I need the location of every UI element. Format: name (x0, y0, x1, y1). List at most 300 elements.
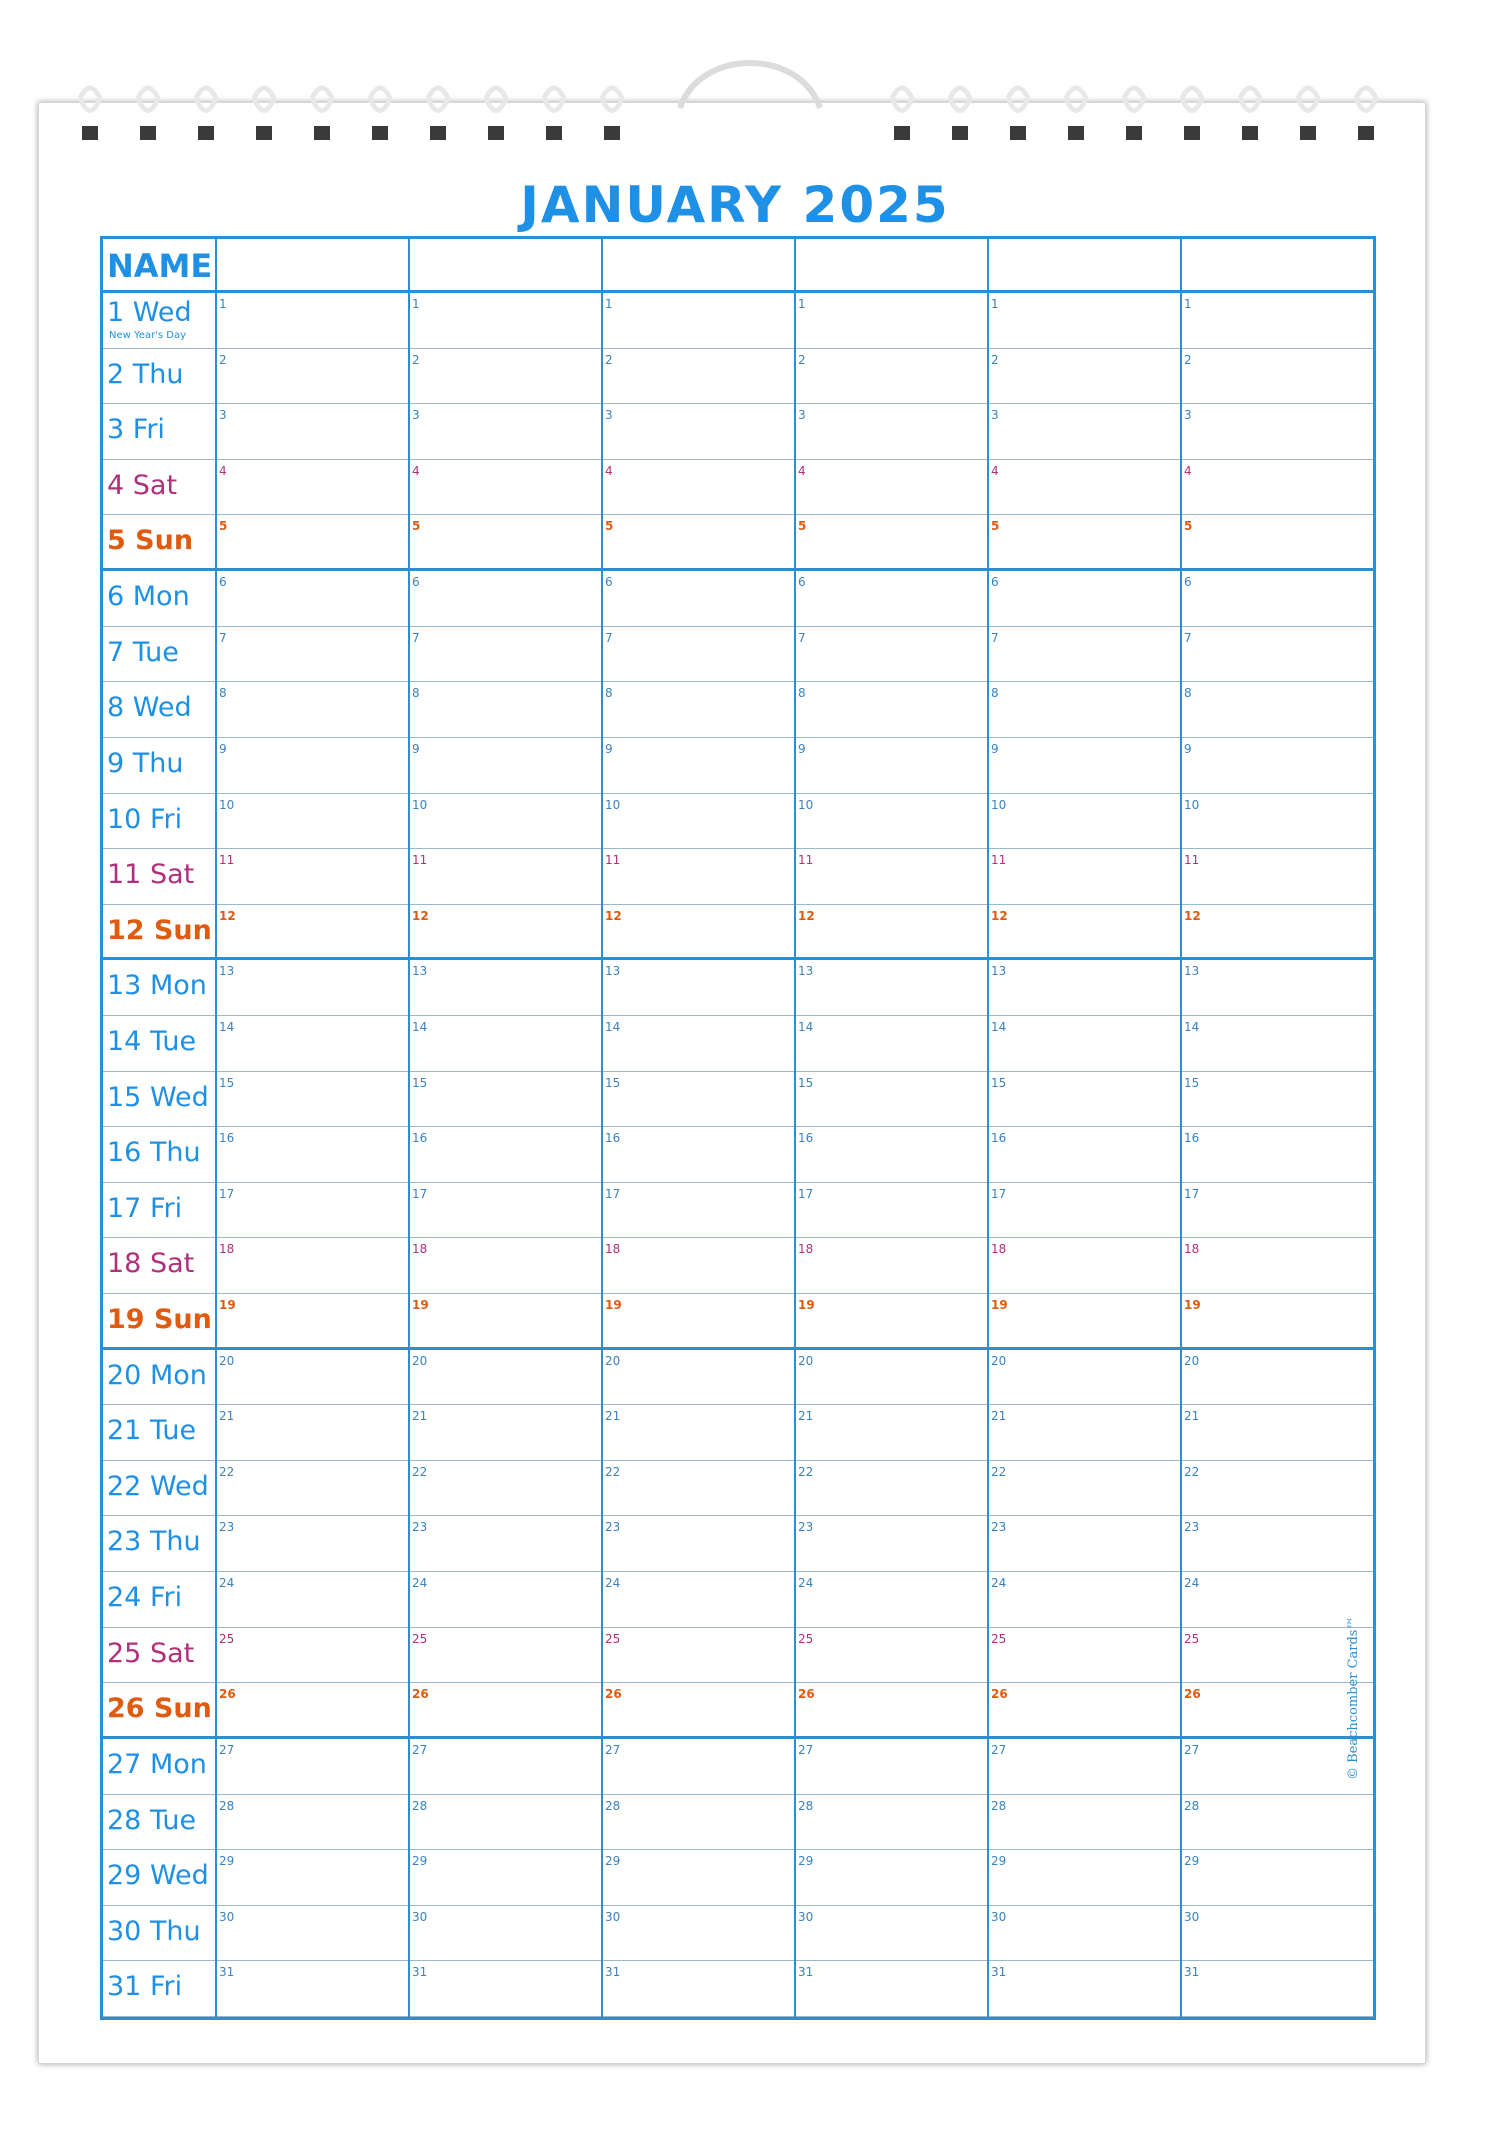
day-label: 28 Tue (107, 1804, 197, 1836)
entry-cell[interactable] (1180, 404, 1373, 459)
entry-cell[interactable] (794, 1683, 987, 1736)
binding-hole (488, 126, 504, 140)
entry-cell[interactable] (601, 1683, 794, 1736)
entry-cell[interactable] (215, 1795, 408, 1850)
person-name-field[interactable] (1180, 239, 1373, 290)
entry-cell[interactable] (1180, 293, 1373, 348)
entry-cell[interactable] (408, 1850, 601, 1905)
entry-cell[interactable] (408, 960, 601, 1015)
entry-cell[interactable] (408, 905, 601, 958)
entry-cell[interactable] (408, 1628, 601, 1683)
entry-cell[interactable] (987, 1016, 1180, 1071)
cell-date-number: 14 (412, 1019, 428, 1034)
entry-cell[interactable] (794, 1072, 987, 1127)
entry-cell[interactable] (215, 1405, 408, 1460)
entry-cell[interactable] (215, 1572, 408, 1627)
cell-date-number: 20 (1184, 1353, 1200, 1368)
binding-ring (892, 88, 912, 111)
cell-date-number: 22 (1184, 1464, 1200, 1479)
entry-cell[interactable] (408, 1405, 601, 1460)
entry-cell[interactable] (794, 1850, 987, 1905)
entry-cell[interactable] (1180, 1850, 1373, 1905)
entry-cell[interactable] (601, 1461, 794, 1516)
entry-cell[interactable] (601, 682, 794, 737)
day-row (103, 1906, 1373, 1962)
entry-cell[interactable] (1180, 1516, 1373, 1571)
entry-cell[interactable] (215, 905, 408, 958)
entry-cell[interactable] (987, 1127, 1180, 1182)
binding-hole (256, 126, 272, 140)
binding-hole (604, 126, 620, 140)
entry-cell[interactable] (794, 293, 987, 348)
cell-date-number: 27 (991, 1742, 1007, 1757)
entry-cell[interactable] (215, 682, 408, 737)
entry-cell[interactable] (601, 1961, 794, 2016)
entry-cell[interactable] (601, 849, 794, 904)
entry-cell[interactable] (1180, 515, 1373, 568)
cell-date-number: 4 (219, 463, 227, 478)
entry-cell[interactable] (794, 515, 987, 568)
cell-date-number: 26 (412, 1687, 429, 1702)
entry-cell[interactable] (408, 1739, 601, 1794)
entry-cell[interactable] (1180, 349, 1373, 404)
entry-cell[interactable] (794, 1961, 987, 2016)
cell-date-number: 8 (1184, 686, 1192, 701)
day-row (103, 1294, 1373, 1350)
entry-cell[interactable] (794, 905, 987, 958)
entry-cell[interactable] (215, 960, 408, 1015)
entry-cell[interactable] (1180, 1016, 1373, 1071)
entry-cell[interactable] (794, 1350, 987, 1405)
entry-cell[interactable] (794, 1461, 987, 1516)
entry-cell[interactable] (408, 1572, 601, 1627)
entry-cell[interactable] (215, 627, 408, 682)
entry-cell[interactable] (1180, 794, 1373, 849)
cell-date-number: 19 (1184, 1298, 1201, 1313)
entry-cell[interactable] (601, 1294, 794, 1347)
entry-cell[interactable] (794, 738, 987, 793)
cell-date-number: 5 (605, 519, 614, 534)
entry-cell[interactable] (601, 349, 794, 404)
cell-date-number: 21 (605, 1409, 621, 1424)
cell-date-number: 27 (412, 1742, 428, 1757)
entry-cell[interactable] (794, 1127, 987, 1182)
entry-cell[interactable] (601, 515, 794, 568)
cell-date-number: 23 (798, 1520, 814, 1535)
entry-cell[interactable] (794, 1906, 987, 1961)
entry-cell[interactable] (601, 1016, 794, 1071)
entry-cell[interactable] (794, 349, 987, 404)
binding-hole (1126, 126, 1142, 140)
entry-cell[interactable] (215, 1294, 408, 1347)
binding-ring (1356, 88, 1376, 111)
entry-cell[interactable] (1180, 1572, 1373, 1627)
entry-cell[interactable] (1180, 960, 1373, 1015)
cell-date-number: 27 (605, 1742, 621, 1757)
entry-cell[interactable] (794, 960, 987, 1015)
entry-cell[interactable] (215, 515, 408, 568)
entry-cell[interactable] (1180, 627, 1373, 682)
entry-cell[interactable] (987, 1238, 1180, 1293)
cell-date-number: 8 (798, 686, 806, 701)
entry-cell[interactable] (601, 1906, 794, 1961)
cell-date-number: 1 (605, 297, 613, 311)
entry-cell[interactable] (215, 1350, 408, 1405)
entry-cell[interactable] (987, 349, 1180, 404)
cell-date-number: 7 (798, 630, 806, 645)
entry-cell[interactable] (215, 571, 408, 626)
person-name-field[interactable] (601, 239, 794, 290)
cell-date-number: 10 (991, 797, 1007, 812)
day-label: 2 Thu (107, 358, 184, 390)
cell-date-number: 25 (412, 1631, 428, 1646)
entry-cell[interactable] (1180, 1683, 1373, 1736)
entry-cell[interactable] (408, 1294, 601, 1347)
entry-cell[interactable] (601, 1183, 794, 1238)
entry-cell[interactable] (987, 404, 1180, 459)
entry-cell[interactable] (794, 1238, 987, 1293)
entry-cell[interactable] (1180, 1739, 1373, 1794)
entry-cell[interactable] (794, 682, 987, 737)
entry-cell[interactable] (408, 1961, 601, 2016)
entry-cell[interactable] (987, 1350, 1180, 1405)
cell-date-number: 1 (798, 297, 806, 311)
entry-cell[interactable] (601, 460, 794, 515)
cell-date-number: 4 (605, 463, 613, 478)
cell-date-number: 17 (798, 1186, 814, 1201)
entry-cell[interactable] (987, 738, 1180, 793)
entry-cell[interactable] (794, 794, 987, 849)
entry-cell[interactable] (408, 682, 601, 737)
entry-cell[interactable] (601, 794, 794, 849)
entry-cell[interactable] (987, 460, 1180, 515)
entry-cell[interactable] (408, 1072, 601, 1127)
entry-cell[interactable] (987, 1683, 1180, 1736)
entry-cell[interactable] (1180, 1461, 1373, 1516)
entry-cell[interactable] (601, 571, 794, 626)
entry-cell[interactable] (601, 1516, 794, 1571)
cell-date-number: 22 (605, 1464, 621, 1479)
entry-cell[interactable] (1180, 1294, 1373, 1347)
entry-cell[interactable] (408, 1350, 601, 1405)
person-name-field[interactable] (987, 239, 1180, 290)
entry-cell[interactable] (987, 627, 1180, 682)
entry-cell[interactable] (987, 1516, 1180, 1571)
entry-cell[interactable] (601, 1795, 794, 1850)
cell-date-number: 4 (412, 463, 420, 478)
entry-cell[interactable] (408, 1516, 601, 1571)
entry-cell[interactable] (215, 1072, 408, 1127)
column-divider (601, 239, 603, 2017)
entry-cell[interactable] (601, 960, 794, 1015)
entry-cell[interactable] (794, 571, 987, 626)
entry-cell[interactable] (408, 1238, 601, 1293)
entry-cell[interactable] (601, 1238, 794, 1293)
entry-cell[interactable] (601, 627, 794, 682)
entry-cell[interactable] (987, 794, 1180, 849)
entry-cell[interactable] (987, 1628, 1180, 1683)
entry-cell[interactable] (408, 627, 601, 682)
entry-cell[interactable] (408, 460, 601, 515)
entry-cell[interactable] (215, 1628, 408, 1683)
binding-ring (80, 88, 100, 111)
person-name-field[interactable] (408, 239, 601, 290)
entry-cell[interactable] (1180, 1350, 1373, 1405)
entry-cell[interactable] (215, 849, 408, 904)
entry-cell[interactable] (1180, 460, 1373, 515)
cell-date-number: 2 (412, 352, 420, 367)
entry-cell[interactable] (601, 905, 794, 958)
entry-cell[interactable] (408, 1683, 601, 1736)
cell-date-number: 28 (1184, 1798, 1200, 1813)
cell-date-number: 28 (219, 1798, 235, 1813)
entry-cell[interactable] (1180, 682, 1373, 737)
day-row (103, 1739, 1373, 1795)
cell-date-number: 20 (412, 1353, 428, 1368)
entry-cell[interactable] (215, 738, 408, 793)
entry-cell[interactable] (794, 1016, 987, 1071)
entry-cell[interactable] (1180, 738, 1373, 793)
entry-cell[interactable] (408, 1795, 601, 1850)
cell-date-number: 13 (991, 964, 1007, 979)
entry-cell[interactable] (987, 293, 1180, 348)
binding-ring (950, 88, 970, 111)
cell-date-number: 15 (798, 1075, 814, 1090)
entry-cell[interactable] (794, 1405, 987, 1460)
entry-cell[interactable] (1180, 571, 1373, 626)
entry-cell[interactable] (987, 1850, 1180, 1905)
cell-date-number: 9 (991, 741, 999, 756)
entry-cell[interactable] (987, 1906, 1180, 1961)
entry-cell[interactable] (408, 738, 601, 793)
day-row (103, 1461, 1373, 1517)
entry-cell[interactable] (215, 1183, 408, 1238)
cell-date-number: 6 (1184, 575, 1192, 590)
entry-cell[interactable] (215, 1461, 408, 1516)
entry-cell[interactable] (408, 515, 601, 568)
entry-cell[interactable] (987, 1294, 1180, 1347)
cell-date-number: 20 (605, 1353, 621, 1368)
cell-date-number: 18 (1184, 1242, 1200, 1257)
day-row (103, 794, 1373, 850)
entry-cell[interactable] (408, 571, 601, 626)
cell-date-number: 7 (1184, 630, 1192, 645)
cell-date-number: 5 (1184, 519, 1193, 534)
entry-cell[interactable] (408, 1461, 601, 1516)
cell-date-number: 27 (798, 1742, 814, 1757)
cell-date-number: 15 (412, 1075, 428, 1090)
binding-hole (430, 126, 446, 140)
cell-date-number: 28 (798, 1798, 814, 1813)
entry-cell[interactable] (987, 1739, 1180, 1794)
entry-cell[interactable] (408, 1016, 601, 1071)
entry-cell[interactable] (215, 1850, 408, 1905)
cell-date-number: 5 (798, 519, 807, 534)
day-label: 22 Wed (107, 1470, 209, 1502)
entry-cell[interactable] (408, 794, 601, 849)
cell-date-number: 28 (412, 1798, 428, 1813)
cell-date-number: 6 (798, 575, 806, 590)
entry-cell[interactable] (1180, 849, 1373, 904)
entry-cell[interactable] (408, 1183, 601, 1238)
entry-cell[interactable] (1180, 1238, 1373, 1293)
entry-cell[interactable] (408, 404, 601, 459)
entry-cell[interactable] (794, 849, 987, 904)
entry-cell[interactable] (215, 1016, 408, 1071)
entry-cell[interactable] (408, 849, 601, 904)
day-label: 30 Thu (107, 1915, 201, 1947)
entry-cell[interactable] (987, 1961, 1180, 2016)
entry-cell[interactable] (1180, 1628, 1373, 1683)
entry-cell[interactable] (215, 460, 408, 515)
entry-cell[interactable] (601, 1628, 794, 1683)
entry-cell[interactable] (601, 1072, 794, 1127)
day-row (103, 849, 1373, 905)
entry-cell[interactable] (408, 1127, 601, 1182)
entry-cell[interactable] (794, 1183, 987, 1238)
entry-cell[interactable] (215, 1516, 408, 1571)
entry-cell[interactable] (1180, 905, 1373, 958)
day-label: 23 Thu (107, 1526, 201, 1558)
entry-cell[interactable] (601, 1850, 794, 1905)
entry-cell[interactable] (987, 960, 1180, 1015)
entry-cell[interactable] (408, 349, 601, 404)
cell-date-number: 31 (798, 1965, 814, 1980)
entry-cell[interactable] (215, 1906, 408, 1961)
day-label: 21 Tue (107, 1415, 197, 1447)
entry-cell[interactable] (601, 1572, 794, 1627)
entry-cell[interactable] (408, 1906, 601, 1961)
day-label: 14 Tue (107, 1025, 197, 1057)
binding-hole (952, 126, 968, 140)
cell-date-number: 9 (412, 741, 420, 756)
entry-cell[interactable] (1180, 1127, 1373, 1182)
binding-ring (602, 88, 622, 111)
cell-date-number: 16 (1184, 1131, 1200, 1146)
entry-cell[interactable] (601, 738, 794, 793)
entry-cell[interactable] (987, 1072, 1180, 1127)
entry-cell[interactable] (987, 515, 1180, 568)
entry-cell[interactable] (1180, 1906, 1373, 1961)
entry-cell[interactable] (794, 1795, 987, 1850)
cell-date-number: 23 (605, 1520, 621, 1535)
person-name-field[interactable] (794, 239, 987, 290)
entry-cell[interactable] (794, 460, 987, 515)
entry-cell[interactable] (1180, 1072, 1373, 1127)
entry-cell[interactable] (215, 404, 408, 459)
cell-date-number: 9 (605, 741, 613, 756)
binding-hole (1242, 126, 1258, 140)
entry-cell[interactable] (601, 293, 794, 348)
cell-date-number: 18 (605, 1242, 621, 1257)
entry-cell[interactable] (215, 1238, 408, 1293)
entry-cell[interactable] (215, 349, 408, 404)
entry-cell[interactable] (794, 1294, 987, 1347)
cell-date-number: 11 (991, 853, 1007, 868)
entry-cell[interactable] (987, 682, 1180, 737)
entry-cell[interactable] (1180, 1405, 1373, 1460)
entry-cell[interactable] (987, 1405, 1180, 1460)
entry-cell[interactable] (215, 293, 408, 348)
binding-hole (314, 126, 330, 140)
day-row (103, 404, 1373, 460)
entry-cell[interactable] (987, 1572, 1180, 1627)
entry-cell[interactable] (794, 1739, 987, 1794)
entry-cell[interactable] (215, 1127, 408, 1182)
entry-cell[interactable] (601, 1739, 794, 1794)
entry-cell[interactable] (987, 1183, 1180, 1238)
entry-cell[interactable] (215, 1961, 408, 2016)
entry-cell[interactable] (601, 1127, 794, 1182)
cell-date-number: 15 (1184, 1075, 1200, 1090)
day-row (103, 1127, 1373, 1183)
entry-cell[interactable] (987, 905, 1180, 958)
entry-cell[interactable] (1180, 1961, 1373, 2016)
person-name-field[interactable] (215, 239, 408, 290)
entry-cell[interactable] (1180, 1795, 1373, 1850)
entry-cell[interactable] (215, 794, 408, 849)
cell-date-number: 31 (1184, 1965, 1200, 1980)
entry-cell[interactable] (794, 1572, 987, 1627)
binding-ring (138, 88, 158, 111)
entry-cell[interactable] (987, 849, 1180, 904)
binding-hole (894, 126, 910, 140)
entry-cell[interactable] (601, 1405, 794, 1460)
cell-date-number: 31 (412, 1965, 428, 1980)
entry-cell[interactable] (987, 1795, 1180, 1850)
cell-date-number: 6 (991, 575, 999, 590)
entry-cell[interactable] (1180, 1183, 1373, 1238)
binding-hole (1184, 126, 1200, 140)
entry-cell[interactable] (794, 1628, 987, 1683)
cell-date-number: 2 (219, 352, 227, 367)
day-label: 24 Fri (107, 1582, 183, 1614)
day-label: 26 Sun (107, 1693, 212, 1725)
day-label: 5 Sun (107, 525, 194, 557)
cell-date-number: 24 (1184, 1576, 1200, 1591)
entry-cell[interactable] (794, 627, 987, 682)
entry-cell[interactable] (987, 1461, 1180, 1516)
day-row (103, 293, 1373, 349)
binding-ring (544, 88, 564, 111)
day-row (103, 349, 1373, 405)
cell-date-number: 18 (991, 1242, 1007, 1257)
entry-cell[interactable] (794, 404, 987, 459)
cell-date-number: 2 (798, 352, 806, 367)
day-row (103, 515, 1373, 571)
cell-date-number: 13 (1184, 964, 1200, 979)
cell-date-number: 17 (1184, 1186, 1200, 1201)
entry-cell[interactable] (794, 1516, 987, 1571)
entry-cell[interactable] (215, 1739, 408, 1794)
entry-cell[interactable] (408, 293, 601, 348)
cell-date-number: 13 (605, 964, 621, 979)
cell-date-number: 17 (219, 1186, 235, 1201)
day-row (103, 1628, 1373, 1684)
entry-cell[interactable] (601, 1350, 794, 1405)
entry-cell[interactable] (601, 404, 794, 459)
cell-date-number: 11 (219, 853, 235, 868)
binding-hole (1300, 126, 1316, 140)
cell-date-number: 17 (412, 1186, 428, 1201)
cell-date-number: 30 (605, 1909, 621, 1924)
day-label: 18 Sat (107, 1248, 195, 1280)
entry-cell[interactable] (215, 1683, 408, 1736)
entry-cell[interactable] (987, 571, 1180, 626)
cell-date-number: 24 (605, 1576, 621, 1591)
cell-date-number: 22 (798, 1464, 814, 1479)
binding-ring (428, 88, 448, 111)
